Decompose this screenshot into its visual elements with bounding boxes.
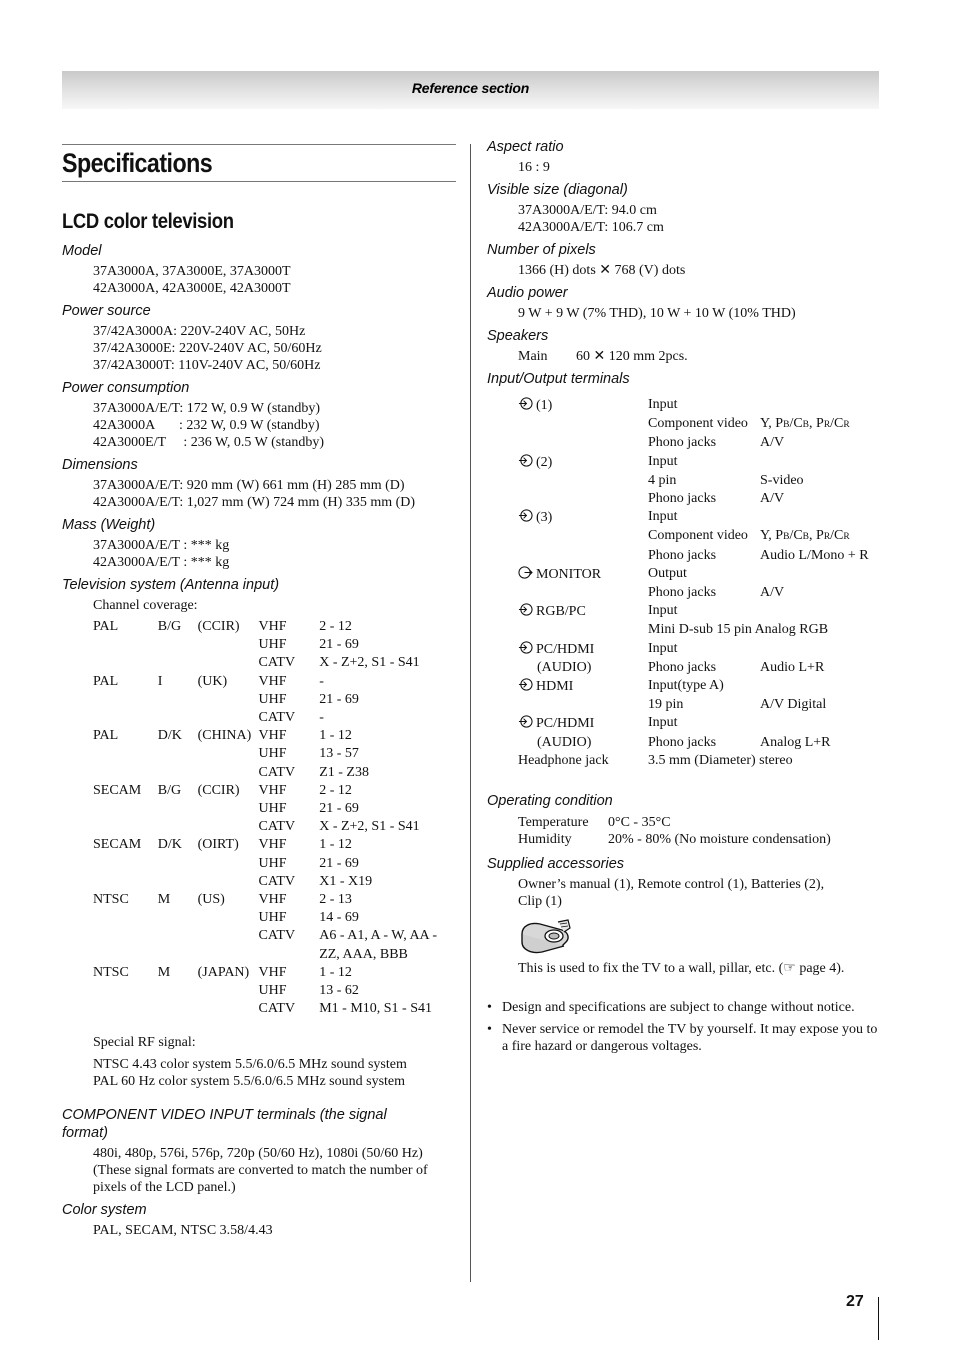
list-item: • Design and specifications are subject to change without notice. (487, 1000, 855, 1016)
table-cell: CATV (258, 764, 296, 780)
table-cell (158, 873, 198, 891)
visible-size-line: 37A3000A/E/T: 94.0 cm (518, 203, 657, 218)
io-signal: A/V (760, 585, 785, 601)
table-cell: D/K (157, 837, 182, 853)
table-cell (198, 654, 259, 672)
tv-system-section (62, 576, 456, 1090)
table-cell (158, 745, 198, 763)
io-connector: Component video (648, 416, 748, 432)
table-cell (158, 909, 198, 927)
pixels-v: 768 (V) dots (614, 263, 686, 278)
table-row (93, 836, 456, 854)
component-line: 480i, 480p, 576i, 576p, 720p (50/60 Hz), 1080i (50/60 Hz) (93, 1146, 423, 1162)
table-cell: UHF (258, 855, 287, 871)
rgbpc-label: RGB/PC (536, 604, 586, 620)
table-cell (158, 982, 198, 1000)
table-cell: 2 - 12 (319, 782, 352, 798)
component-heading-cont: format) (62, 1125, 108, 1142)
table-cell: VHF (258, 619, 287, 634)
input-icon (518, 396, 533, 411)
table-row (93, 691, 456, 709)
mass-line: 42A3000A/E/T : *** kg (93, 555, 230, 570)
table-cell: (US) (197, 892, 225, 908)
table-cell: CATV (258, 873, 296, 889)
color-system-line: PAL, SECAM, NTSC 3.58/4.43 (93, 1223, 273, 1239)
table-cell (158, 1000, 198, 1018)
table-row (93, 709, 456, 727)
dimensions-line: 42A3000A/E/T: 1,027 mm (W) 724 mm (H) 335 mm (D) (93, 495, 416, 510)
table-cell: (OIRT) (197, 837, 239, 853)
table-row (93, 818, 456, 836)
table-cell: M1 - M10, S1 - S41 (319, 1001, 432, 1017)
table-cell: NTSC (93, 964, 129, 980)
hdmi-label: HDMI (536, 679, 574, 695)
table-cell (158, 818, 198, 836)
table-row (93, 745, 456, 763)
table-cell: CATV (258, 928, 296, 944)
page-rule (878, 1297, 879, 1340)
table-cell: CATV (258, 819, 296, 835)
audio-power-heading: Audio power (487, 285, 568, 301)
table-cell (158, 764, 198, 782)
io-connector: Phono jacks (648, 734, 717, 750)
power-consumption-section (62, 379, 456, 451)
table-row (93, 1000, 456, 1018)
table-cell (93, 800, 158, 818)
table-cell: PAL (93, 728, 119, 744)
table-cell (158, 636, 198, 654)
input-icon (518, 453, 533, 468)
power-source-line: 37/42A3000T: 110V-240V AC, 50/60Hz (93, 358, 321, 373)
table-cell: X - Z+2, S1 - S41 (319, 655, 420, 671)
table-cell (198, 800, 259, 818)
color-system-heading: Color system (62, 1202, 147, 1219)
model-line: 42A3000A, 42A3000E, 42A3000T (93, 281, 291, 296)
channel-table (93, 618, 456, 1018)
power-source-heading: Power source (62, 303, 151, 319)
component-line: (These signal formats are converted to match the number of (93, 1163, 428, 1179)
table-cell: 21 - 69 (319, 637, 359, 653)
mass-section (62, 516, 456, 571)
io-table (518, 396, 869, 770)
dimensions-line: 37A3000A/E/T: 920 mm (W) 661 mm (H) 285 mm (D) (93, 478, 405, 493)
special-rf-label: Special RF signal: (93, 1035, 196, 1051)
io-connector: Phono jacks (648, 585, 717, 601)
table-cell (198, 764, 259, 782)
component-section (62, 1106, 456, 1196)
table-cell: UHF (258, 746, 287, 762)
table-cell (93, 982, 158, 1000)
io-connector: Phono jacks (648, 547, 717, 563)
audio-power-line: 9 W + 9 W (7% THD), 10 W + 10 W (10% THD) (518, 306, 796, 321)
power-consumption-line: 42A3000E/T : 236 W, 0.5 W (standby) (93, 435, 324, 450)
page-number: 27 (846, 1293, 864, 1310)
table-row (93, 618, 456, 636)
table-row (93, 764, 456, 782)
table-cell: 1 - 12 (319, 837, 352, 853)
table-row (93, 982, 456, 1000)
temperature-label: Temperature (518, 815, 589, 831)
io-connector: Phono jacks (648, 491, 717, 507)
humidity-value: 20% - 80% (No moisture condensation) (608, 832, 831, 848)
speakers-line (487, 348, 887, 365)
speakers-w: 60 (576, 349, 590, 364)
table-row (93, 654, 456, 672)
pointing-hand-icon: ☞ (783, 961, 796, 977)
table-cell: X - Z+2, S1 - S41 (319, 819, 420, 835)
section-label: Reference section (411, 80, 530, 96)
table-cell (93, 1000, 158, 1018)
table-cell: 21 - 69 (319, 801, 359, 817)
table-cell (93, 764, 158, 782)
table-cell (198, 709, 259, 727)
page-title: Specifications (62, 148, 213, 178)
dimensions-section (62, 456, 456, 511)
tv-system-heading: Television system (Antenna input) (62, 577, 280, 593)
table-cell: CATV (258, 1001, 296, 1017)
table-row (93, 800, 456, 818)
io-connector: Component video (648, 528, 748, 544)
component-heading: COMPONENT VIDEO INPUT terminals (the signal (62, 1107, 387, 1124)
table-cell (158, 927, 198, 963)
table-cell: VHF (258, 728, 287, 744)
mass-line: 37A3000A/E/T : *** kg (93, 538, 230, 553)
io-type: Input(type A) (648, 678, 724, 694)
input-2-label: (2) (536, 454, 553, 470)
io-type: Input (648, 640, 678, 656)
input-icon (518, 602, 533, 617)
table-cell: UHF (258, 637, 287, 653)
table-row (93, 964, 456, 982)
table-row (93, 636, 456, 654)
input-icon (518, 508, 533, 523)
table-cell: 1 - 12 (319, 728, 352, 744)
table-cell: 2 - 13 (319, 892, 352, 908)
headphone-value: 3.5 mm (Diameter) stereo (648, 752, 793, 768)
accessories-line: Clip (1) (518, 894, 562, 910)
table-cell (93, 818, 158, 836)
table-cell (93, 691, 158, 709)
io-type: Input (648, 509, 678, 525)
dimensions-heading: Dimensions (62, 457, 138, 473)
table-cell: M (157, 892, 171, 908)
table-cell (198, 1000, 259, 1018)
speakers-label: Main (518, 349, 548, 364)
channel-coverage-label: Channel coverage: (93, 598, 198, 613)
io-type: Input (648, 397, 678, 412)
operating-heading: Operating condition (487, 793, 613, 810)
model-section (62, 242, 456, 297)
table-cell (198, 909, 259, 927)
table-cell: UHF (258, 801, 287, 817)
pchdmi-label: PC/HDMI (536, 716, 595, 732)
table-cell (158, 855, 198, 873)
io-connector: 4 pin (648, 472, 677, 488)
io-type: Input (648, 453, 678, 469)
header-band (62, 71, 879, 109)
table-cell: 13 - 62 (319, 983, 359, 999)
table-cell: CATV (258, 655, 296, 671)
special-rf-line: NTSC 4.43 color system 5.5/6.0/6.5 MHz sound system (93, 1057, 407, 1073)
headphone-label: Headphone jack (518, 752, 609, 768)
io-connector: Mini D-sub 15 pin Analog RGB (648, 622, 829, 638)
pixels-h: 1366 (H) dots (518, 263, 596, 278)
section-title: LCD color television (62, 210, 234, 233)
table-cell (198, 982, 259, 1000)
table-cell: UHF (258, 691, 287, 707)
table-cell: CATV (258, 710, 296, 726)
table-cell: NTSC (93, 892, 129, 908)
input-icon (518, 640, 533, 655)
table-cell: PAL (93, 619, 119, 634)
left-column (62, 144, 456, 1244)
aspect-line: 16 : 9 (518, 160, 550, 175)
io-connector: Phono jacks (648, 659, 717, 675)
table-cell (93, 636, 158, 654)
io-signal: Y, PB/CB, PR/CR (760, 416, 850, 432)
io-signal: Analog L+R (760, 734, 831, 750)
table-cell: (CCIR) (197, 782, 240, 798)
table-cell: 14 - 69 (319, 910, 359, 926)
io-type: Input (648, 603, 678, 619)
title-rule-bottom (62, 181, 456, 182)
table-cell: 21 - 69 (319, 855, 359, 871)
visible-size-line: 42A3000A/E/T: 106.7 cm (518, 220, 664, 235)
table-cell (198, 691, 259, 709)
io-signal: A/V (760, 435, 785, 451)
table-cell (93, 927, 158, 963)
power-consumption-heading: Power consumption (62, 380, 190, 396)
table-cell (93, 873, 158, 891)
power-source-section (62, 302, 456, 374)
table-cell (93, 909, 158, 927)
accessories-line: Owner’s manual (1), Remote control (1), Batteries (2), (518, 877, 825, 893)
temperature-value: 0°C - 35°C (608, 815, 671, 831)
operating-table (518, 814, 831, 848)
table-cell: (UK) (197, 673, 228, 689)
table-cell: B/G (157, 782, 182, 798)
list-item: • Never service or remodel the TV by yourself. It may expose you to a fire hazard or dangerous voltages. (487, 1022, 878, 1055)
table-row (93, 873, 456, 891)
notes-list (487, 999, 887, 1055)
table-cell: X1 - X19 (319, 873, 373, 889)
times-icon: ✕ (599, 263, 612, 278)
audio-paren-label: (AUDIO) (537, 734, 592, 750)
io-signal: Audio L+R (760, 659, 825, 675)
table-row (93, 727, 456, 745)
input-icon (518, 677, 533, 692)
pixels-line (487, 262, 887, 279)
right-column (487, 138, 887, 1060)
clip-illustration (518, 916, 887, 960)
table-cell (198, 636, 259, 654)
table-cell: SECAM (93, 837, 142, 853)
io-heading: Input/Output terminals (487, 371, 630, 387)
table-cell: I (157, 673, 163, 689)
table-cell (158, 654, 198, 672)
speakers-h: 120 mm 2pcs. (608, 349, 688, 364)
audio-paren-label: (AUDIO) (537, 659, 592, 675)
io-signal: Audio L/Mono + R (760, 547, 869, 563)
io-connector: Phono jacks (648, 435, 717, 451)
table-cell (93, 709, 158, 727)
monitor-label: MONITOR (536, 566, 602, 582)
table-row (93, 782, 456, 800)
table-cell: VHF (258, 964, 287, 980)
table-cell: - (319, 710, 324, 726)
aspect-heading: Aspect ratio (487, 139, 564, 155)
table-row (93, 855, 456, 873)
column-divider (470, 144, 471, 1282)
table-cell: 21 - 69 (319, 691, 359, 707)
input-1-label: (1) (536, 398, 553, 413)
power-consumption-line: 37A3000A/E/T: 172 W, 0.9 W (standby) (93, 401, 321, 416)
table-cell (198, 873, 259, 891)
visible-size-heading: Visible size (diagonal) (487, 182, 628, 198)
model-heading: Model (62, 243, 102, 259)
table-cell: A6 - A1, A - W, AA - ZZ, AAA, BBB (319, 928, 438, 962)
table-cell (93, 855, 158, 873)
table-cell (158, 709, 198, 727)
times-icon: ✕ (593, 349, 606, 364)
table-cell (93, 654, 158, 672)
table-cell: 13 - 57 (319, 746, 359, 762)
table-cell: PAL (93, 673, 119, 689)
io-connector: 19 pin (648, 697, 684, 713)
table-cell: VHF (258, 673, 287, 689)
table-cell: VHF (258, 892, 287, 908)
table-cell: - (319, 673, 324, 689)
table-cell: 1 - 12 (319, 964, 352, 980)
color-system-section (62, 1201, 456, 1239)
table-cell: VHF (258, 837, 287, 853)
io-signal: S-video (760, 472, 804, 488)
component-line: pixels of the LCD panel.) (93, 1180, 236, 1196)
pixels-heading: Number of pixels (487, 242, 596, 258)
output-icon (518, 565, 533, 580)
table-cell (198, 745, 259, 763)
clip-icon (518, 916, 574, 960)
table-row (93, 673, 456, 691)
io-signal: A/V (760, 491, 785, 507)
input-icon (518, 714, 533, 729)
pchdmi-label: PC/HDMI (536, 641, 595, 657)
special-rf-line: PAL 60 Hz color system 5.5/6.0/6.5 MHz sound system (93, 1074, 406, 1090)
clip-note: This is used to fix the TV to a wall, pillar, etc. (☞ page 4). (518, 961, 845, 977)
table-cell: VHF (258, 782, 287, 798)
table-cell (158, 691, 198, 709)
table-row (93, 891, 456, 909)
io-type: Output (648, 565, 687, 581)
table-cell: D/K (157, 728, 182, 744)
power-source-line: 37/42A3000A: 220V-240V AC, 50Hz (93, 324, 306, 339)
accessories-heading: Supplied accessories (487, 856, 625, 873)
table-row (93, 909, 456, 927)
table-cell: M (157, 964, 171, 980)
power-consumption-line: 42A3000A : 232 W, 0.9 W (standby) (93, 418, 320, 433)
input-3-label: (3) (536, 510, 553, 526)
table-cell: 2 - 12 (319, 619, 352, 634)
table-cell: (CHINA) (197, 728, 252, 744)
table-cell: (CCIR) (197, 619, 240, 634)
io-type: Input (648, 715, 678, 731)
table-cell: (JAPAN) (197, 964, 250, 980)
io-signal: Y, PB/CB, PR/CR (760, 528, 850, 544)
table-cell: UHF (258, 910, 287, 926)
table-cell (198, 927, 259, 963)
table-cell: SECAM (93, 782, 142, 798)
table-cell: UHF (258, 983, 287, 999)
table-cell (93, 745, 158, 763)
table-cell (158, 800, 198, 818)
table-row (93, 927, 456, 963)
table-cell (198, 818, 259, 836)
speakers-heading: Speakers (487, 328, 549, 344)
table-cell (198, 855, 259, 873)
table-cell: Z1 - Z38 (319, 764, 369, 780)
model-line: 37A3000A, 37A3000E, 37A3000T (93, 264, 291, 279)
table-cell: B/G (157, 619, 182, 634)
mass-heading: Mass (Weight) (62, 517, 156, 533)
humidity-label: Humidity (518, 832, 572, 848)
io-signal: A/V Digital (760, 697, 827, 713)
power-source-line: 37/42A3000E: 220V-240V AC, 50/60Hz (93, 341, 322, 356)
